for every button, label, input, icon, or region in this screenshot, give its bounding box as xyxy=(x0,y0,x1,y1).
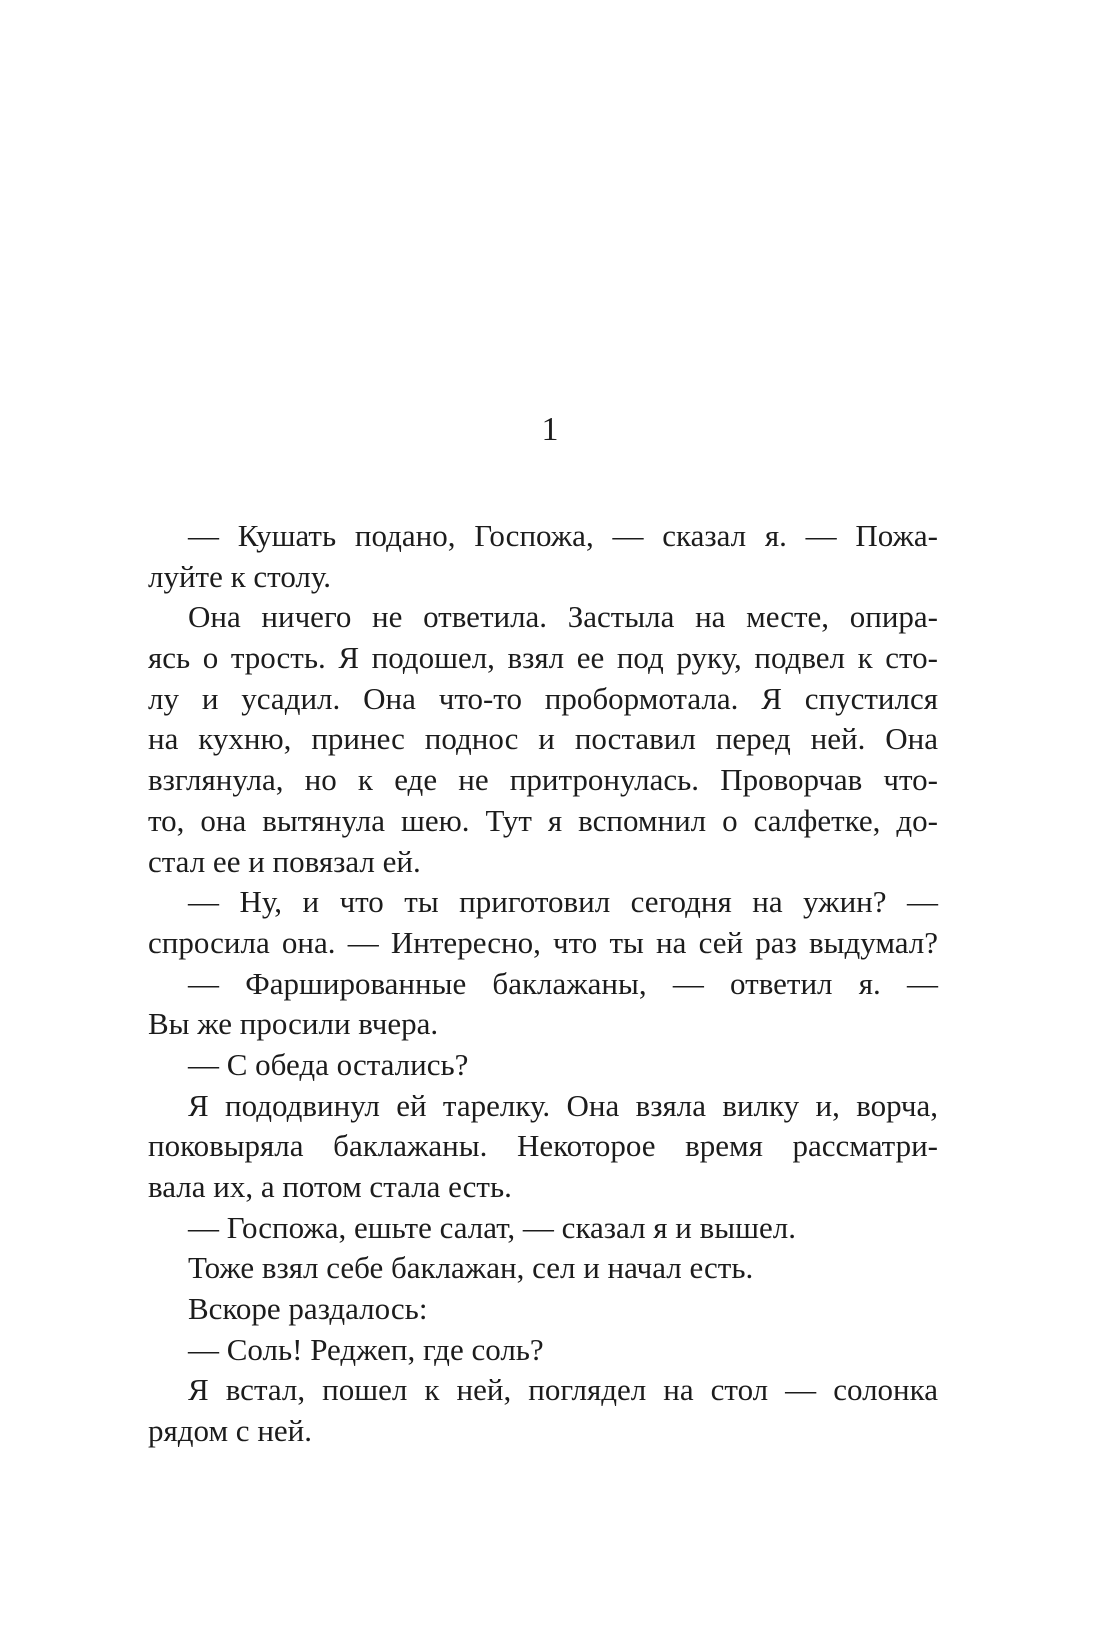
text-line: лу и усадил. Она что-то пробормотала. Я спустился xyxy=(148,680,938,716)
text-line: — Госпожа, ешьте салат, — сказал я и вышел. xyxy=(188,1209,796,1245)
chapter-text xyxy=(148,516,938,1452)
text-line: Она ничего не ответила. Застыла на месте, опира- xyxy=(188,599,938,635)
text-line: луйте к столу. xyxy=(148,558,332,594)
text-line: рядом с ней. xyxy=(148,1413,313,1449)
text-line: Я пододвинул ей тарелку. Она взяла вилку и, ворча, xyxy=(188,1087,938,1123)
text-line: взглянула, но к еде не притронулась. Проворчав что- xyxy=(148,762,938,798)
text-line: Я встал, пошел к ней, поглядел на стол — солонка xyxy=(188,1372,938,1408)
text-line: спросила она. — Интересно, что ты на сей раз выдумал? xyxy=(148,924,938,960)
text-line: — Ну, и что ты приготовил сегодня на ужин? — xyxy=(188,884,938,920)
text-line: — Соль! Реджеп, где соль? xyxy=(188,1331,544,1367)
text-line: поковыряла баклажаны. Некоторое время рассматри- xyxy=(148,1128,938,1164)
text-line: — С обеда остались? xyxy=(188,1046,469,1082)
text-line: то, она вытянула шею. Тут я вспомнил о салфетке, до- xyxy=(148,802,938,838)
text-line: Вы же просили вчера. xyxy=(148,1006,439,1042)
text-line: Вскоре раздалось: xyxy=(188,1291,428,1327)
chapter-number: 1 xyxy=(541,411,559,448)
text-line: — Кушать подано, Госпожа, — сказал я. — Пожа- xyxy=(188,518,938,553)
text-line: на кухню, принес поднос и поставил перед ней. Она xyxy=(148,721,938,757)
text-line: Тоже взял себе баклажан, сел и начал есть. xyxy=(188,1250,754,1286)
text-line: вала их, а потом стала есть. xyxy=(148,1169,512,1204)
text-line: ясь о трость. Я подошел, взял ее под руку, подвел к сто- xyxy=(148,640,938,676)
text-line: — Фаршированные баклажаны, — ответил я. — xyxy=(188,965,938,1001)
text-line: стал ее и повязал ей. xyxy=(148,843,421,879)
